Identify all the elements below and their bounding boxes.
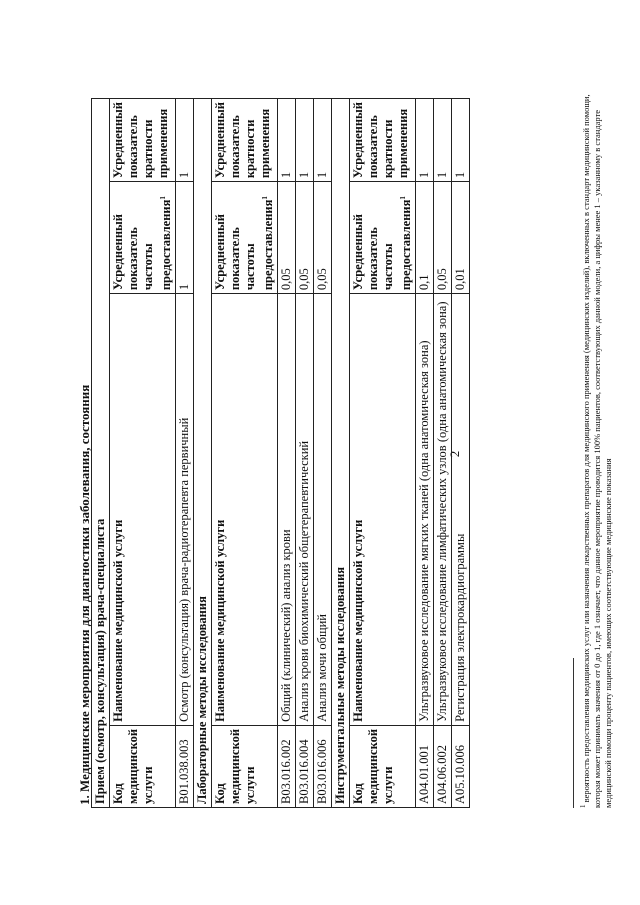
group-title-row [92, 99, 110, 808]
service-freq: 0,05 [296, 182, 314, 294]
header-freq [212, 182, 278, 294]
header-row [110, 99, 176, 808]
header-freq-footnote-mark: 1 [399, 196, 408, 200]
header-mult: Усредненный показатель кратности применения [350, 99, 416, 182]
section-title: 1. Медицинские мероприятия для диагностики заболевания, состояния [77, 384, 92, 805]
header-name: Наименование медицинской услуги [212, 294, 278, 726]
header-freq-label: Усредненный показатель частоты предоставления [213, 199, 276, 291]
service-mult: 1 [296, 99, 314, 182]
service-name: Регистрация электрокардиограммы [452, 294, 470, 726]
header-code: Код медицинской услуги [110, 725, 176, 807]
header-name: Наименование медицинской услуги [350, 294, 416, 726]
header-freq-footnote-mark: 1 [159, 196, 167, 200]
header-freq-label: Усредненный показатель частоты предоставления [351, 199, 414, 291]
service-freq: 0,1 [416, 182, 434, 294]
group-title: Прием (осмотр, консультация) врача-специалиста [92, 99, 110, 808]
service-freq: 0,05 [314, 182, 332, 294]
table-row [314, 99, 332, 808]
service-code: B03.016.006 [314, 725, 332, 807]
table-row [434, 99, 452, 808]
table-row [452, 99, 470, 808]
header-freq [350, 182, 416, 294]
header-freq-label: Усредненный показатель частоты предоставления [111, 199, 174, 291]
service-code: B01.038.003 [176, 725, 194, 807]
service-code: A04.06.002 [434, 725, 452, 807]
header-freq-footnote-mark: 1 [261, 196, 270, 200]
header-row [212, 99, 278, 808]
service-mult: 1 [452, 99, 470, 182]
service-name: Анализ крови биохимический общетерапевтический [296, 294, 314, 726]
service-name: Осмотр (консультация) врача-радиотерапевта первичный [176, 294, 194, 726]
table-row [416, 99, 434, 808]
header-mult: Усредненный показатель кратности применения [212, 99, 278, 182]
service-code: B03.016.004 [296, 725, 314, 807]
page-number: 2 [447, 450, 462, 458]
service-freq: 1 [176, 182, 194, 294]
footnote [578, 88, 614, 808]
service-name: Анализ мочи общий [314, 294, 332, 726]
service-mult: 1 [176, 99, 194, 182]
service-name: Ультразвуковое исследование лимфатических узлов (одна анатомическая зона) [434, 294, 452, 726]
table-row [176, 99, 194, 808]
service-freq: 0,01 [452, 182, 470, 294]
service-mult: 1 [278, 99, 296, 182]
service-mult: 1 [434, 99, 452, 182]
header-code: Код медицинской услуги [350, 725, 416, 807]
footnote-mark: 1 [579, 804, 587, 808]
service-code: A04.01.001 [416, 725, 434, 807]
service-freq: 0,05 [278, 182, 296, 294]
header-mult: Усредненный показатель кратности применения [110, 99, 176, 182]
footnote-text: вероятность предоставления медицинских услуг или назначения лекарственных препаратов для медицинского применения (медицинских изделий), включенных в стандарт медицинской помощи, которая может принимать значения от 0 до 1, где 1 означает, что данное мероприятие проводится 100% пациентов, соответствующих данной модели, а цифры менее 1 – указанному в стандарте медицинской помощи проценту пациентов, имеющих соответствующие медицинские показания [580, 94, 613, 808]
header-name: Наименование медицинской услуги [110, 294, 176, 726]
service-freq: 0,05 [434, 182, 452, 294]
group-title: Инструментальные методы исследования [332, 99, 350, 808]
table-row [278, 99, 296, 808]
header-freq [110, 182, 176, 294]
group-title: Лабораторные методы исследования [194, 99, 212, 808]
footnote-separator [573, 658, 574, 808]
group-title-row [194, 99, 212, 808]
table-row [296, 99, 314, 808]
services-table [91, 98, 470, 808]
header-code: Код медицинской услуги [212, 725, 278, 807]
group-title-row [332, 99, 350, 808]
service-mult: 1 [416, 99, 434, 182]
service-code: B03.016.002 [278, 725, 296, 807]
service-code: A05.10.006 [452, 725, 470, 807]
service-name: Ультразвуковое исследование мягких тканей (одна анатомическая зона) [416, 294, 434, 726]
service-name: Общий (клинический) анализ крови [278, 294, 296, 726]
header-row [350, 99, 416, 808]
service-mult: 1 [314, 99, 332, 182]
